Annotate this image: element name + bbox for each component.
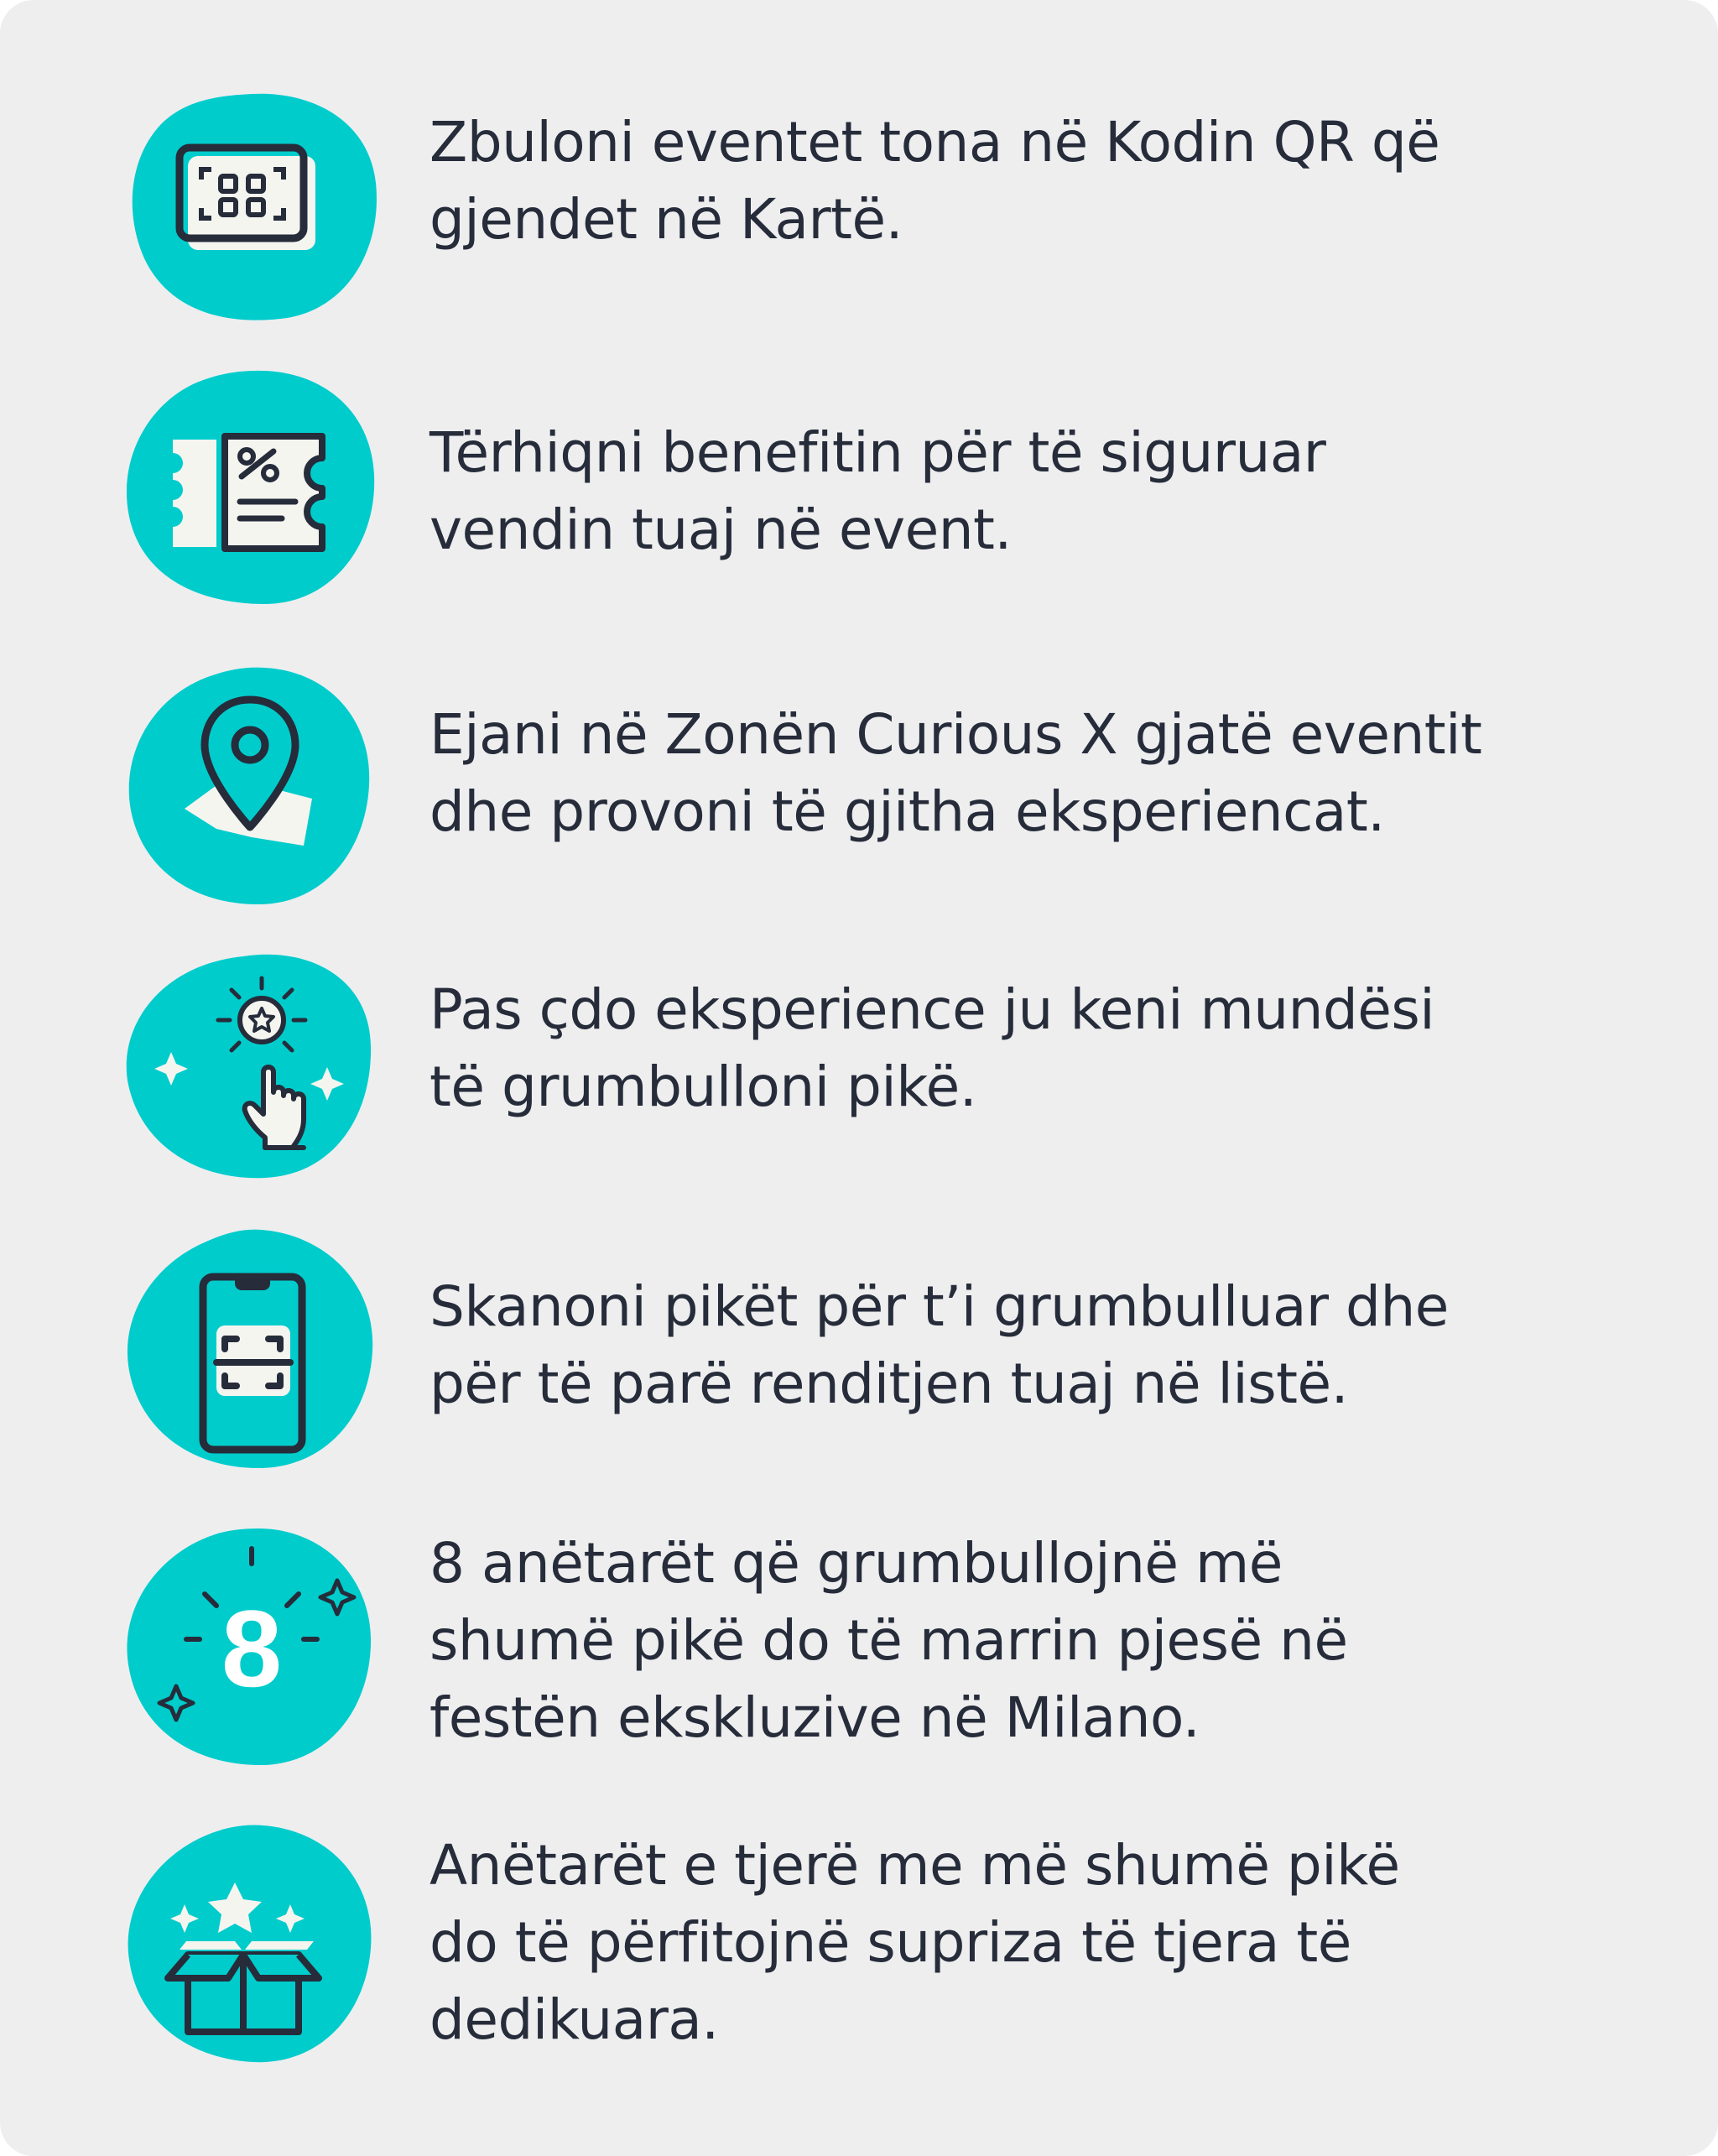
step-5-text: Skanoni pikët për t’i grumbulluar dhe për të parë renditjen tuaj në listë. [430, 1274, 1449, 1416]
step-5 [0, 1216, 1718, 1485]
step-4 [0, 926, 1718, 1195]
phone-scan-icon [117, 1216, 386, 1485]
step-1-text: Zbuloni eventet tona në Kodin QR që gjendet në Kartë. [430, 110, 1440, 252]
step-3-text: Ejani në Zonën Curious X gjatë eventit dhe provoni të gjitha eksperiencat. [430, 702, 1482, 844]
tap-star-coin-icon [117, 926, 386, 1195]
step-2-badge [117, 352, 386, 621]
step-7-text: Anëtarët e tjerë me më shumë pikë do të përfitojnë supriza të tjera të dedikuara. [430, 1833, 1400, 2052]
step-1-badge [117, 69, 386, 337]
step-6-text: 8 anëtarët që grumbullojnë më shumë pikë do të marrin pjesë në festën ekskluzive në Milano. [430, 1531, 1348, 1750]
step-1 [0, 69, 1718, 337]
step-2-text: Tërhiqni benefitin për të siguruar vendin tuaj në event. [430, 420, 1326, 562]
step-7 [0, 1812, 1718, 2080]
step-4-text: Pas çdo eksperience ju keni mundësi të grumbulloni pikë. [430, 977, 1435, 1119]
discount-ticket-icon [117, 352, 386, 621]
step-3-badge [117, 651, 386, 919]
step-3 [0, 651, 1718, 919]
gift-box-stars-icon [117, 1812, 386, 2080]
map-pin-icon [117, 651, 386, 919]
step-4-badge [117, 926, 386, 1195]
step-6-badge [117, 1512, 386, 1780]
number-eight-icon [117, 1512, 386, 1780]
step-7-badge [117, 1812, 386, 2080]
step-2 [0, 352, 1718, 621]
step-6 [0, 1512, 1718, 1780]
step-5-badge [117, 1216, 386, 1485]
badge-number: 8 [221, 1587, 283, 1710]
qr-card-icon [117, 69, 386, 337]
